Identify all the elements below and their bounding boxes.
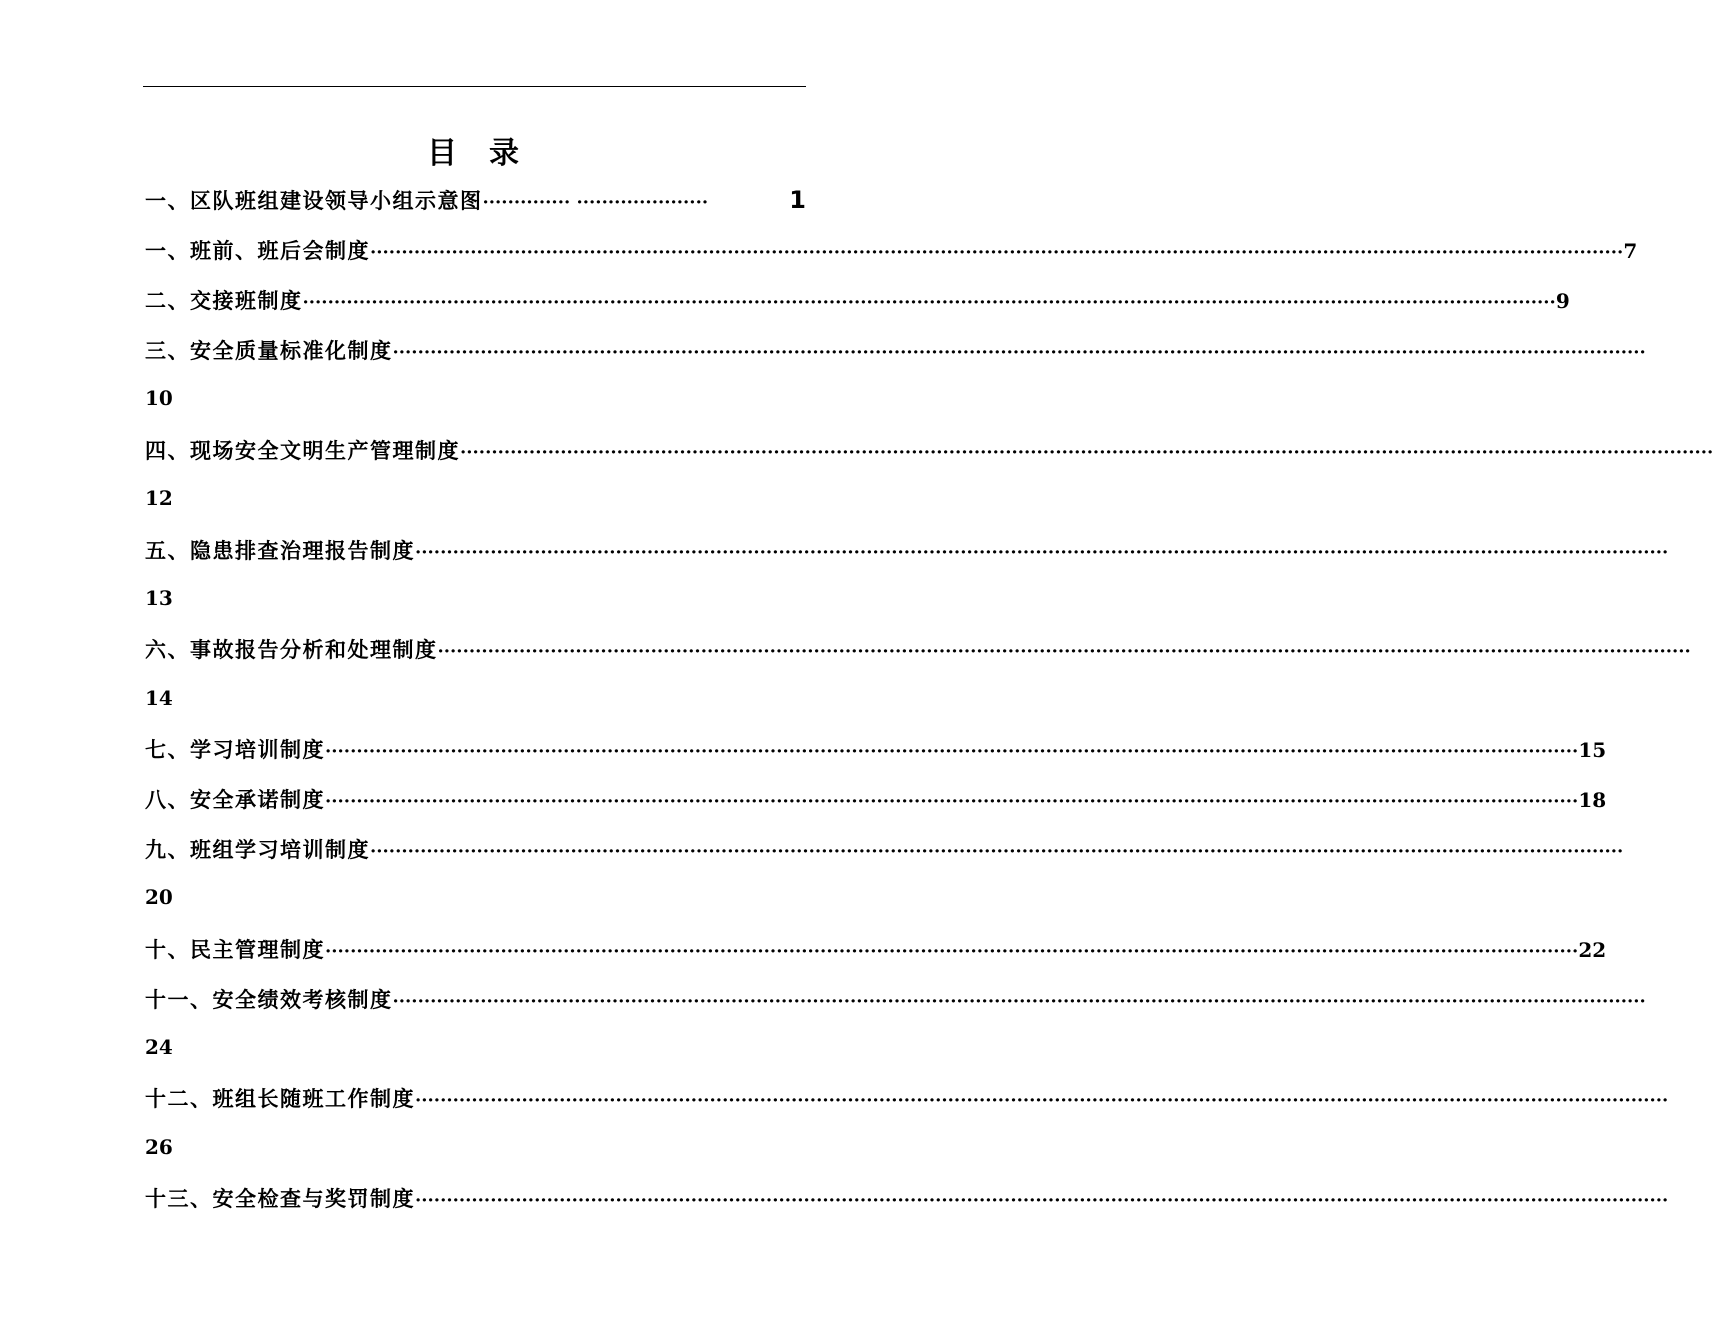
toc-entry[interactable]: [145, 1083, 1669, 1113]
toc-page-number: 22: [1578, 938, 1607, 962]
toc-wrapped-page-number: 10: [145, 386, 173, 410]
toc-leader: ········································································································································································································: [415, 542, 1669, 563]
toc-entry[interactable]: [145, 235, 1638, 265]
toc-label: 八、安全承诺制度: [145, 787, 325, 812]
toc-page-number: 9: [1555, 289, 1570, 313]
toc-entry[interactable]: [145, 535, 1669, 565]
toc-leader: ········································································································································································································: [325, 791, 1579, 812]
toc-label: 六、事故报告分析和处理制度: [145, 637, 438, 662]
toc-leader: ········································································································································································································: [392, 991, 1646, 1012]
toc-wrapped-page-number: 20: [145, 885, 173, 909]
toc-page-number: 15: [1578, 738, 1607, 762]
page-title: [0, 128, 950, 172]
toc-label: 三、安全质量标准化制度: [145, 338, 393, 363]
toc-entry[interactable]: [145, 285, 1570, 315]
toc-leader: ········································································································································································································: [415, 1190, 1669, 1211]
toc-leader: ·············· ·····················: [482, 192, 709, 213]
toc-wrapped-page-number: 13: [145, 586, 173, 610]
toc-leader: ········································································································································································································: [437, 641, 1691, 662]
toc-leader: ········································································································································································································: [325, 741, 1579, 762]
toc-wrapped-page-number: 12: [145, 486, 173, 510]
toc-leader: ········································································································································································································: [460, 442, 1713, 463]
toc-wrapped-page-number: 14: [145, 686, 173, 710]
toc-leader: ········································································································································································································: [415, 1090, 1669, 1111]
toc-entry[interactable]: [145, 834, 1624, 864]
toc-page-number: 18: [1578, 788, 1607, 812]
toc-entry[interactable]: [145, 934, 1607, 964]
toc-leader: ········································································································································································································: [370, 841, 1624, 862]
toc-leader: ········································································································································································································: [302, 292, 1556, 313]
toc-label: 十三、安全检查与奖罚制度: [145, 1186, 415, 1211]
toc-entry[interactable]: [145, 185, 806, 215]
toc-label: 十二、班组长随班工作制度: [145, 1086, 415, 1111]
toc-label: 五、隐患排查治理报告制度: [145, 538, 415, 563]
toc-label: 七、学习培训制度: [145, 737, 325, 762]
toc-entry[interactable]: [145, 335, 1646, 365]
toc-leader: ········································································································································································································: [370, 242, 1624, 263]
title-char-2: 录: [489, 136, 523, 171]
toc-label: 四、现场安全文明生产管理制度: [145, 438, 460, 463]
toc-label: 二、交接班制度: [145, 288, 303, 313]
toc-label: 九、班组学习培训制度: [145, 837, 370, 862]
toc-label: 一、班前、班后会制度: [145, 238, 370, 263]
toc-wrapped-page-number: 24: [145, 1035, 173, 1059]
header-rule: [143, 86, 806, 87]
toc-entry[interactable]: [145, 984, 1646, 1014]
toc-page-number: 1: [789, 186, 806, 214]
toc-entry[interactable]: [145, 435, 1713, 465]
toc-label: 十一、安全绩效考核制度: [145, 987, 393, 1012]
toc-entry[interactable]: [145, 1183, 1669, 1213]
title-char-1: 目: [427, 136, 461, 171]
toc-label: 十、民主管理制度: [145, 937, 325, 962]
toc-leader: ········································································································································································································: [325, 941, 1579, 962]
toc-wrapped-page-number: 26: [145, 1135, 173, 1159]
toc-page-number: 7: [1623, 239, 1638, 263]
toc-label: 一、区队班组建设领导小组示意图: [145, 188, 483, 213]
toc-entry[interactable]: [145, 784, 1607, 814]
toc-leader: ········································································································································································································: [392, 342, 1646, 363]
toc-entry[interactable]: [145, 634, 1691, 664]
toc-entry[interactable]: [145, 734, 1607, 764]
